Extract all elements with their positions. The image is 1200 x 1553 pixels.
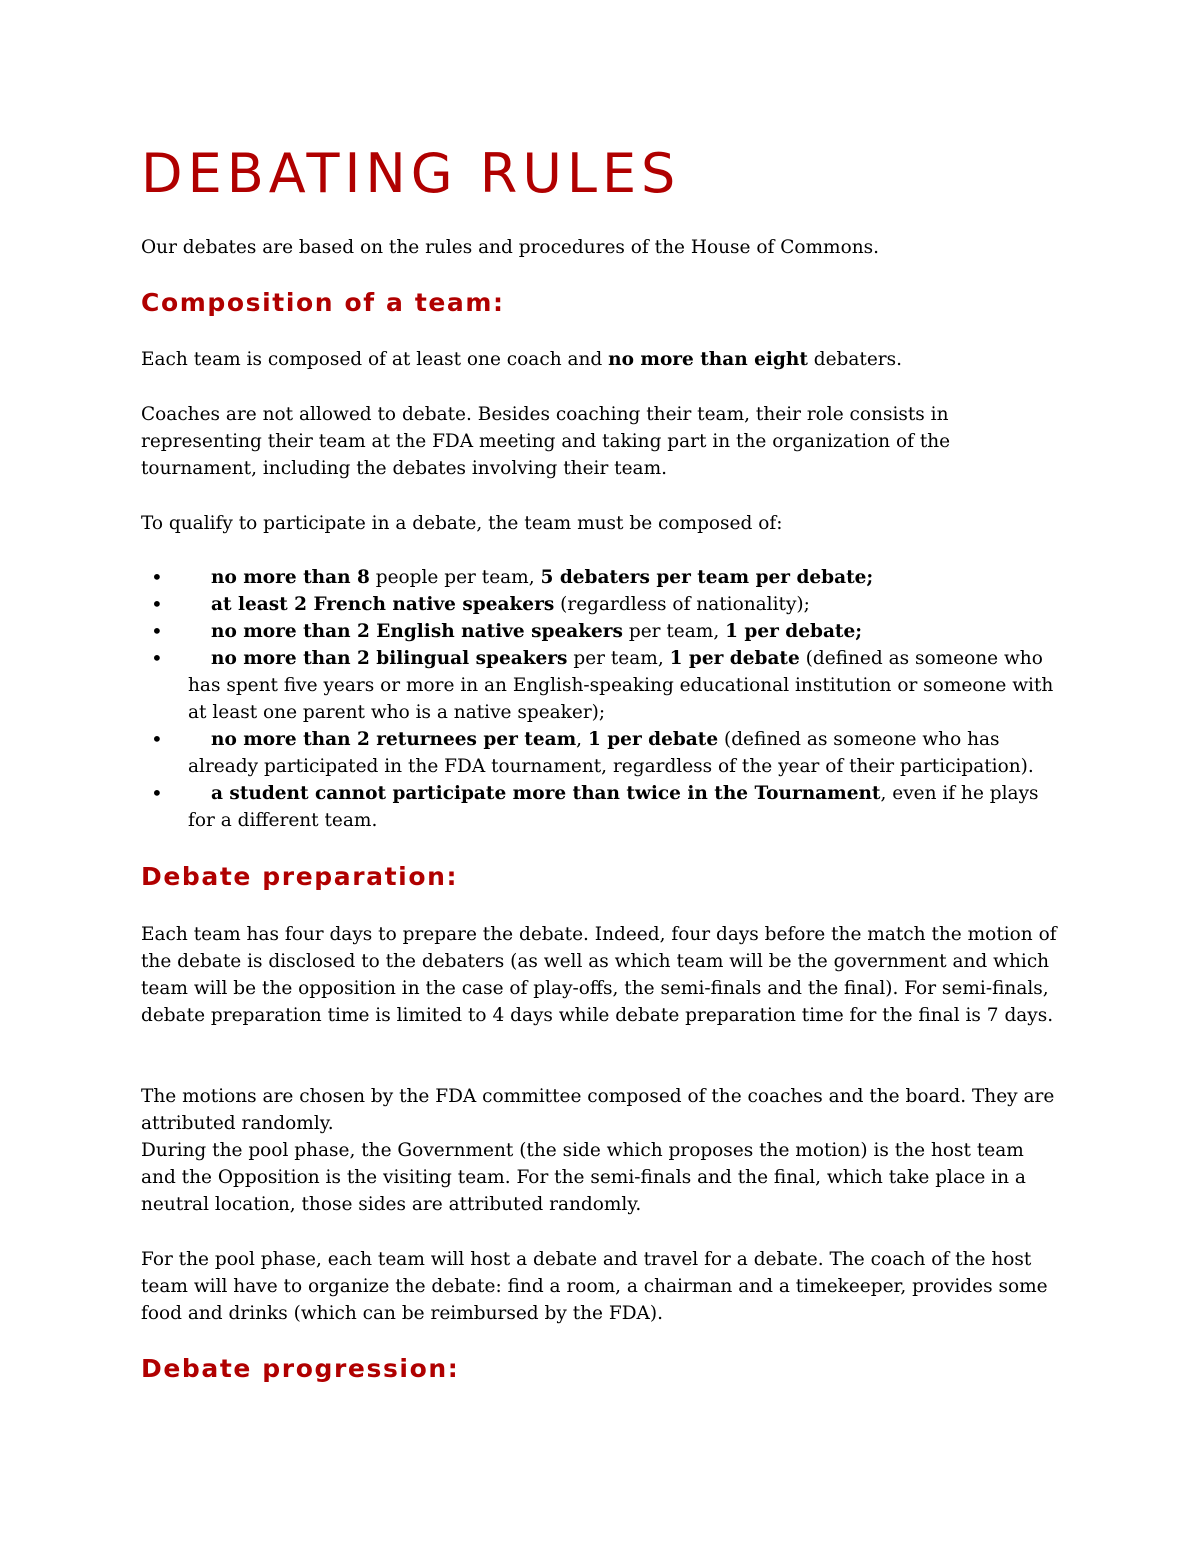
composition-paragraph-2: Coaches are not allowed to debate. Besides coaching their team, their role consists in representing their team at the FDA meeting and taking part in the organization of the tournament, including the debates involving their team. [141, 404, 951, 479]
preparation-paragraph-1: Each team has four days to prepare the debate. Indeed, four days before the match the motion of the debate is disclosed to the debaters (as well as which team will be the government and which team will be the opposition in the case of play-offs, the semi-finals and the final). For semi-finals, debate preparation time is limited to 4 days while debate preparation time for the final is 7 days. [141, 924, 1057, 1026]
bullet-icon: • [151, 646, 163, 670]
item-bold-1: no more than 8 [211, 567, 370, 588]
composition-p1-text-c: debaters. [807, 349, 903, 370]
item-bold-1: a student cannot participate more than twice in the Tournament [211, 783, 881, 804]
document-title: DEBATING RULES [141, 142, 681, 205]
bullet-icon: • [151, 565, 163, 589]
heading-progression: Debate progression: [141, 1354, 460, 1383]
list-item [141, 618, 1061, 645]
composition-p1-bold: no more than eight [608, 349, 808, 370]
qualification-list [141, 564, 1061, 834]
composition-p1-text-a: Each team is composed of at least one coach and [141, 349, 609, 370]
heading-composition: Composition of a team: [141, 288, 505, 317]
list-item [141, 564, 1061, 591]
item-text-1: (regardless of nationality); [554, 594, 810, 615]
list-item [141, 726, 1061, 780]
bullet-icon: • [151, 781, 163, 805]
item-bold-1: at least 2 French native speakers [211, 594, 555, 615]
preparation-paragraph-4: For the pool phase, each team will host a debate and travel for a debate. The coach of the host team will have to organize the debate: find a room, a chairman and a timekeeper, provides some food and drinks (which can be reimbursed by the FDA). [141, 1249, 1048, 1324]
item-text-1: per team, [567, 648, 670, 669]
list-item [141, 591, 1061, 618]
item-text-1: people per team, [369, 567, 541, 588]
item-bold-1: no more than 2 returnees per team [211, 729, 577, 750]
item-bold-2: 5 debaters per team per debate; [540, 567, 874, 588]
item-text-2: (defined as someone who has already participated in the FDA tournament, regardless of the year of their participation). [188, 729, 1034, 777]
item-bold-2: 1 per debate; [725, 621, 863, 642]
preparation-paragraph-2: The motions are chosen by the FDA committee composed of the coaches and the board. They are attributed randomly. [141, 1086, 1055, 1134]
list-item [141, 645, 1061, 726]
item-text-2: (defined as someone who has spent five years or more in an English-speaking educational institution or someone with at least one parent who is a native speaker); [188, 648, 1054, 723]
item-text-1: , [576, 729, 588, 750]
item-bold-2: 1 per debate [587, 729, 719, 750]
bullet-icon: • [151, 619, 163, 643]
preparation-paragraph-3: During the pool phase, the Government (the side which proposes the motion) is the host team and the Opposition is the visiting team. For the semi-finals and the final, which take place in a neutral location, those sides are attributed randomly. [141, 1140, 1026, 1215]
item-bold-2: 1 per debate [669, 648, 800, 669]
heading-preparation: Debate preparation: [141, 862, 459, 891]
item-bold-1: no more than 2 bilingual speakers [211, 648, 568, 669]
intro-paragraph: Our debates are based on the rules and procedures of the House of Commons. [141, 237, 880, 258]
bullet-icon: • [151, 727, 163, 751]
item-bold-1: no more than 2 English native speakers [211, 621, 623, 642]
composition-paragraph-3: To qualify to participate in a debate, the team must be composed of: [141, 513, 783, 534]
item-text-1: per team, [622, 621, 726, 642]
composition-paragraph-1 [141, 346, 1061, 373]
bullet-icon: • [151, 592, 163, 616]
list-item [141, 780, 1061, 834]
item-text-1: , even if he plays for a different team. [188, 783, 1039, 831]
